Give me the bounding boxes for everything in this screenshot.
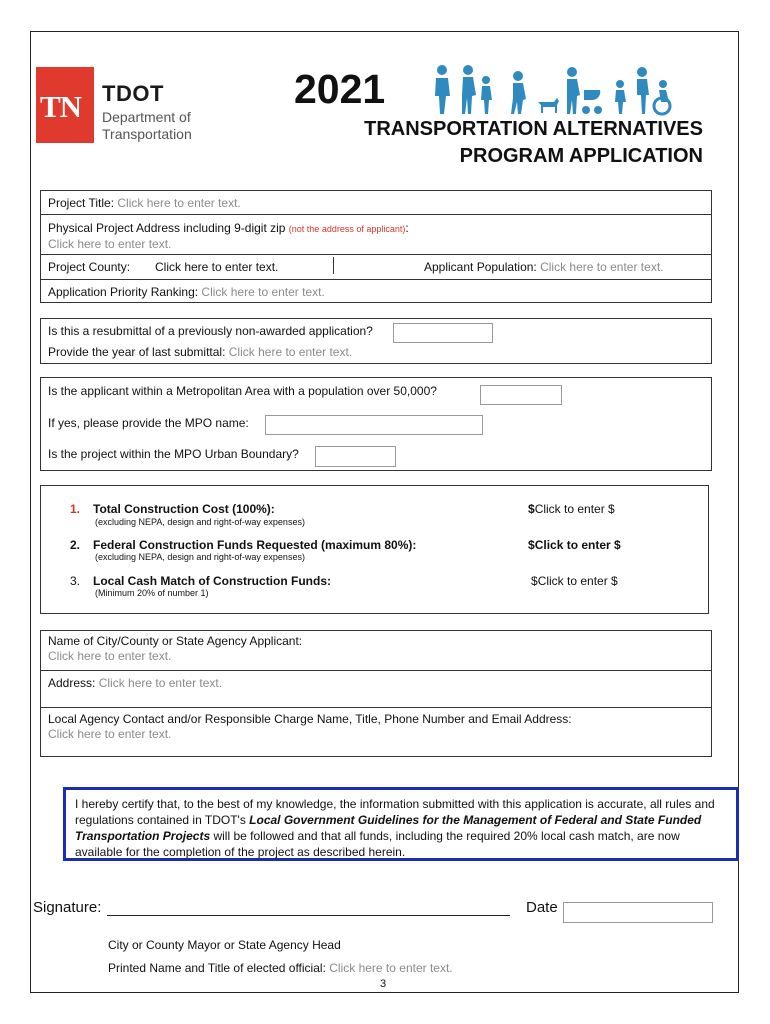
contact-label: Local Agency Contact and/or Responsible Charge Name, Title, Phone Number and Email Address: <box>48 712 572 726</box>
county-label: Project County: <box>48 260 131 274</box>
official-role: City or County Mayor or State Agency Head <box>108 938 341 952</box>
project-address-field[interactable]: Click here to enter text. <box>48 237 172 251</box>
cost-value[interactable]: $Click to enter $ <box>528 538 621 552</box>
priority-field[interactable]: Click here to enter text. <box>201 285 325 299</box>
project-address-row <box>48 221 409 252</box>
mpo-name-input[interactable] <box>265 415 483 435</box>
cost-label: Federal Construction Funds Requested (maximum 80%): <box>93 538 417 552</box>
header-year: 2021 <box>294 66 386 112</box>
metro-input[interactable] <box>480 385 562 405</box>
contact-row <box>48 712 572 742</box>
cost-number: 3. <box>70 574 81 588</box>
certification-text-2: will be followed and that all funds, including the required 20% local cash match, are now available for the completion of the project as described herein. <box>75 829 680 859</box>
divider <box>40 279 712 280</box>
population-field[interactable]: Click here to enter text. <box>540 260 664 274</box>
priority-row <box>48 285 325 300</box>
population-row <box>424 260 663 275</box>
person-icon <box>567 67 580 114</box>
contact-field[interactable]: Click here to enter text. <box>48 727 172 741</box>
person-icon <box>511 71 526 114</box>
printed-name-row <box>108 961 453 976</box>
cost-note: (excluding NEPA, design and right-of-way expenses) <box>95 517 305 527</box>
metro-question: Is the applicant within a Metropolitan Area with a population over 50,000? <box>48 384 437 398</box>
tn-badge-text: TN <box>40 89 82 124</box>
cost-label: Local Cash Match of Construction Funds: <box>93 574 332 588</box>
county-cursor-bar <box>333 257 334 274</box>
certification-guidelines-title: Local Government Guidelines for the Management of Federal and State Funded Transportation Projects <box>75 813 702 843</box>
person-icon <box>637 67 649 114</box>
applicant-name-row <box>48 634 302 664</box>
project-title-row <box>48 196 241 211</box>
cost-label: Total Construction Cost (100%): <box>93 502 275 516</box>
cost-value[interactable]: $Click to enter $ <box>531 574 618 588</box>
cost-note: (Minimum 20% of number 1) <box>95 588 209 598</box>
tdot-logo <box>36 67 206 143</box>
boundary-input[interactable] <box>315 446 396 467</box>
applicant-name-field[interactable]: Click here to enter text. <box>48 649 172 663</box>
address-colon: : <box>405 221 409 235</box>
header-title-line1: TRANSPORTATION ALTERNATIVES <box>364 118 703 140</box>
applicant-address-row <box>48 676 222 691</box>
signature-line[interactable] <box>107 915 510 916</box>
logo-dept-line1: Department of <box>102 109 191 125</box>
divider <box>40 254 712 255</box>
printed-name-field[interactable]: Click here to enter text. <box>329 961 453 975</box>
county-field[interactable]: Click here to enter text. <box>155 260 279 274</box>
project-title-field[interactable]: Click here to enter text. <box>117 196 241 210</box>
divider <box>40 707 712 708</box>
cost-number: 2. <box>70 538 81 552</box>
population-label: Applicant Population: <box>424 260 537 274</box>
last-submittal-row <box>48 345 352 360</box>
person-icon <box>435 65 450 114</box>
priority-label: Application Priority Ranking: <box>48 285 199 299</box>
cost-note: (excluding NEPA, design and right-of-way expenses) <box>95 552 305 562</box>
date-input[interactable] <box>563 902 713 923</box>
mpo-name-label: If yes, please provide the MPO name: <box>48 416 249 430</box>
person-icon <box>481 76 492 114</box>
tn-badge <box>36 67 94 143</box>
header-title-line2: PROGRAM APPLICATION <box>459 145 703 167</box>
logo-org: TDOT <box>102 81 164 106</box>
person-icon <box>462 65 476 114</box>
wheelchair-icon <box>654 80 670 114</box>
cost-value[interactable]: $Click to enter $ <box>528 502 615 516</box>
project-title-label: Project Title: <box>48 196 115 210</box>
pedestrians-illustration <box>430 64 680 116</box>
dog-icon <box>538 98 559 113</box>
cost-number: 1. <box>70 502 81 516</box>
address-label: Physical Project Address including 9-digit zip <box>48 221 286 235</box>
resubmittal-input[interactable] <box>393 323 493 343</box>
divider <box>40 214 712 215</box>
last-submittal-label: Provide the year of last submittal: <box>48 345 226 359</box>
page-number: 3 <box>380 978 387 990</box>
signature-label: Signature: <box>33 899 102 916</box>
boundary-question: Is the project within the MPO Urban Boundary? <box>48 447 299 461</box>
certification-box <box>63 787 739 861</box>
certification-text-1: I hereby certify that, to the best of my knowledge, the information submitted with this application is accurate, all rules and regulations contained in TDOT's <box>75 797 715 827</box>
stroller-icon <box>582 90 602 114</box>
header-title <box>300 116 703 170</box>
applicant-address-field[interactable]: Click here to enter text. <box>98 676 223 690</box>
resubmittal-question: Is this a resubmittal of a previously non-awarded application? <box>48 324 373 338</box>
applicant-name-label: Name of City/County or State Agency Applicant: <box>48 634 303 648</box>
date-label: Date <box>526 899 558 916</box>
address-note: (not the address of applicant) <box>288 224 406 234</box>
person-icon <box>615 80 626 114</box>
county-row <box>48 260 130 275</box>
logo-dept-line2: Transportation <box>102 126 192 142</box>
applicant-address-label: Address: <box>48 676 96 690</box>
divider <box>40 670 712 671</box>
printed-name-label: Printed Name and Title of elected official: <box>108 961 326 975</box>
last-submittal-field[interactable]: Click here to enter text. <box>228 345 353 359</box>
